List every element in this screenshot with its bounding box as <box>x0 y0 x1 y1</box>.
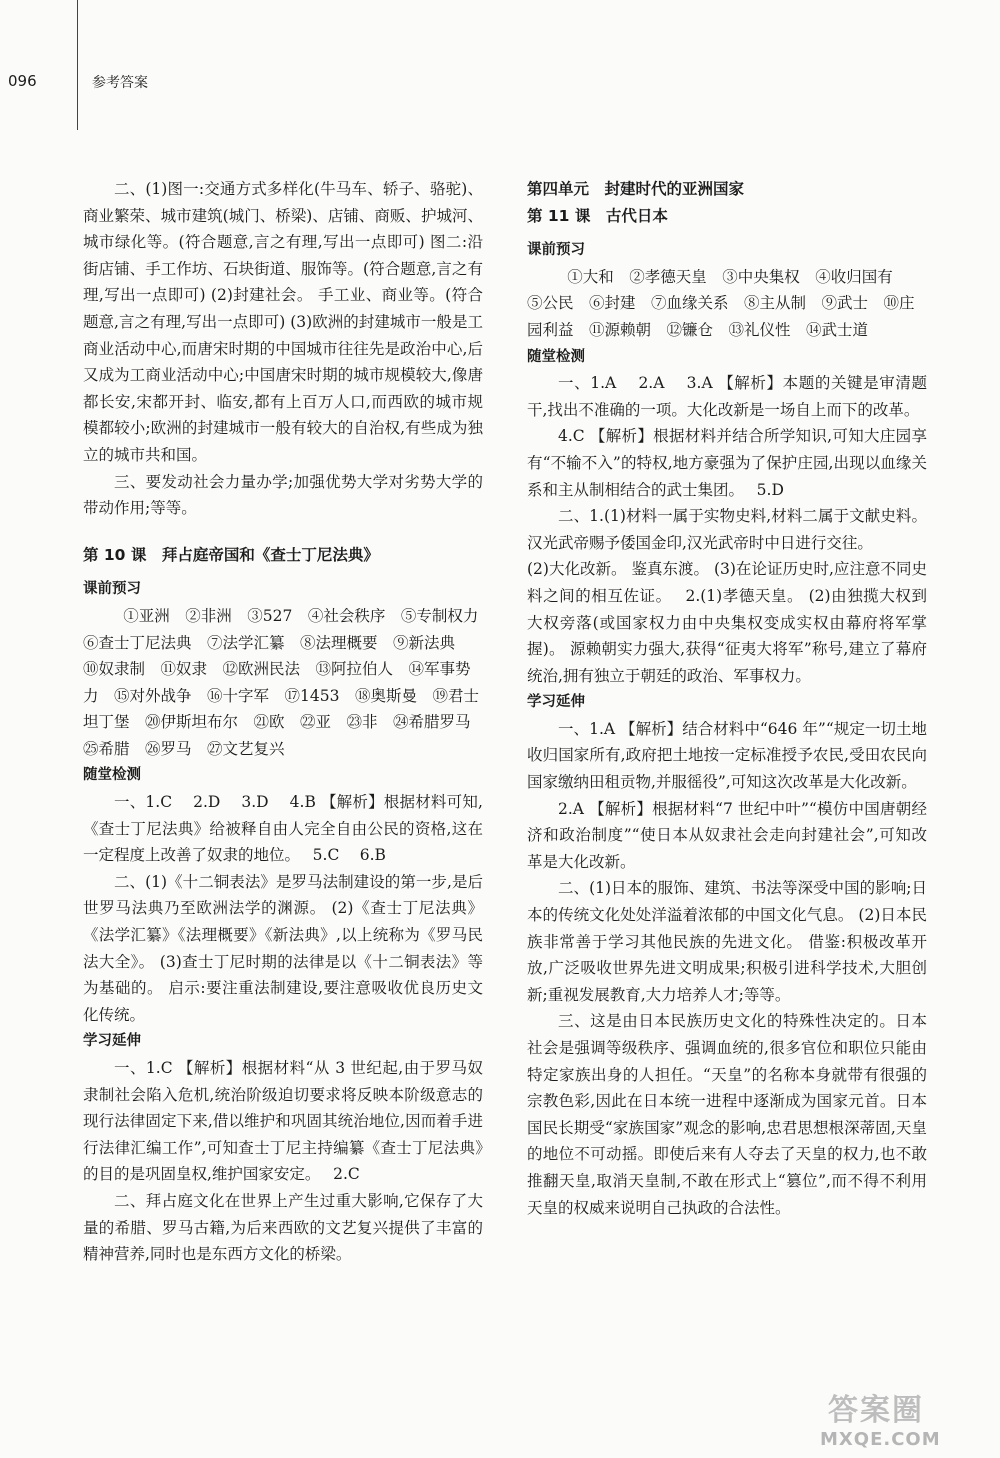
answer-paragraph: (2)大化改新。 鉴真东渡。 (3)在论证历史时,应注意不同史料之间的相互佐证。 2.(1)孝德天皇。 (2)由独揽大权到大权旁落(或国家权力由中央集权变成实权由幕府将军掌握)。 源赖朝实力强大,获得“征夷大将军”称号,建立了幕府统治,拥有独立于朝廷的政治、军事权力。 <box>527 560 927 685</box>
answer-paragraph: 一、1.A 【解析】结合材料中“646 年”“规定一切土地收归国家所有,政府把土地按一定标准授予农民,受田农民向国家缴纳田租贡物,并服徭役”,可知这次改革是大化改新。 <box>527 719 927 792</box>
header-title: 参考答案 <box>92 75 148 91</box>
section-heading-preview: 课前预习 <box>83 581 141 598</box>
lesson-title: 第 10 课 拜占庭帝国和《查士丁尼法典》 <box>83 545 379 564</box>
answer-paragraph: 一、1.A 2.A 3.A 【解析】本题的关键是审清题干,找出不准确的一项。大化改新是一场自上而下的改革。 <box>527 374 927 419</box>
answer-paragraph: 三、这是由日本民族历史文化的特殊性决定的。日本社会是强调等级秩序、强调血统的,很多官位和职位只能由特定家族出身的人担任。“天皇”的名称本身就带有很强的宗教色彩,因此在日本统一进程中逐渐成为国家元首。日本国民长期受“家族国家”观念的影响,忠君思想根深蒂固,天皇的地位不可动摇。即使后来有人夺去了天皇的权力,也不敢推翻天皇,取消天皇制,不敢在形式上“篡位”,而不得不利用天皇的权威来说明自己执政的合法性。 <box>527 1012 927 1217</box>
answer-paragraph: 三、要发动社会力量办学;加强优势大学对劣势大学的带动作用;等等。 <box>83 472 483 518</box>
preview-line: ㉕希腊 ㉖罗马 ㉗文艺复兴 <box>83 739 285 758</box>
preview-line: 力 ⑮对外战争 ⑯十字军 ⑰1453 ⑱奥斯曼 ⑲君士 <box>83 686 479 705</box>
header-divider <box>77 0 78 130</box>
watermark-url: MXQE.COM <box>820 1429 941 1450</box>
answer-paragraph: 2.A 【解析】根据材料“7 世纪中叶”“模仿中国唐朝经济和政治制度”“使日本从奴隶社会走向封建社会”,可知改革是大化改新。 <box>527 799 927 871</box>
preview-line: ⑤公民 ⑥封建 ⑦血缘关系 ⑧主从制 ⑨武士 ⑩庄 <box>527 294 915 313</box>
lesson-title: 第 11 课 古代日本 <box>527 206 668 225</box>
answer-paragraph: 二、(1)图一:交通方式多样化(牛马车、轿子、骆驼)、商业繁荣、城市建筑(城门、桥梁)、店铺、商贩、护城河、城市绿化等。(符合题意,言之有理,写出一点即可) 图二:沿街店铺、手工作坊、石块街道、服饰等。(符合题意,言之有理,写出一点即可) (2)封建社会。 手工业、商业等。(符合题意,言之有理,写出一点即可) (3)欧洲的封建城市一般是工商业活动中心,而唐宋时期的中国城市往往先是政治中心,后又成为工商业活动中心;中国唐宋时期的城市规模较大,像唐都长安,宋都开封、临安,都有上百万人口,而西欧的城市规模都较小;欧洲的封建城市一般有较大的自治权,有些成为独立的城市共和国。 <box>83 180 483 464</box>
preview-line: 坦丁堡 ⑳伊斯坦布尔 ㉑欧 ㉒亚 ㉓非 ㉔希腊罗马 <box>83 713 471 732</box>
answer-paragraph: 一、1.C 【解析】根据材料“从 3 世纪起,由于罗马奴隶制社会陷入危机,统治阶级迫切要求将反映本阶级意志的现行法律固定下来,借以维护和巩固其统治地位,因而着手进行法律汇编工作”,可知查士丁尼主持编纂《查士丁尼法典》的目的是巩固皇权,维护国家安定。 2.C <box>83 1059 483 1184</box>
answer-paragraph: 4.C 【解析】根据材料并结合所学知识,可知大庄园享有“不输不入”的特权,地方豪强为了保护庄园,出现以血缘关系和主从制相结合的武士集团。 5.D <box>527 427 927 499</box>
section-heading-preview: 课前预习 <box>527 242 585 259</box>
preview-line: ⑥查士丁尼法典 ⑦法学汇纂 ⑧法理概要 ⑨新法典 <box>83 633 456 652</box>
preview-line: ⑩奴隶制 ⑪奴隶 ⑫欧洲民法 ⑬阿拉伯人 ⑭军事势 <box>83 660 471 679</box>
left-column <box>83 176 483 1268</box>
watermark <box>820 1385 995 1455</box>
section-heading-check: 随堂检测 <box>83 767 141 784</box>
answer-paragraph: 二、拜占庭文化在世界上产生过重大影响,它保存了大量的希腊、罗马古籍,为后来西欧的文艺复兴提供了丰富的精神营养,同时也是东西方文化的桥梁。 <box>83 1191 483 1264</box>
page-number: 096 <box>8 72 37 90</box>
preview-line: 园利益 ⑪源赖朝 ⑫镰仓 ⑬礼仪性 ⑭武士道 <box>527 320 869 339</box>
answer-paragraph: 二、(1)《十二铜表法》是罗马法制建设的第一步,是后世罗马法典乃至欧洲法学的渊源。 (2)《查士丁尼法典》《法学汇纂》《法理概要》《新法典》,以上统称为《罗马民法大全》。 (3)查士丁尼时期的法律是以《十二铜表法》等为基础的。 启示:要注重法制建设,要注意吸收优良历史文化传统。 <box>83 872 483 1024</box>
unit-title: 第四单元 封建时代的亚洲国家 <box>527 180 745 198</box>
watermark-logo: 答案圈 <box>828 1393 924 1428</box>
answer-paragraph: 二、(1)日本的服饰、建筑、书法等深受中国的影响;日本的传统文化处处洋溢着浓郁的中国文化气息。 (2)日本民族非常善于学习其他民族的先进文化。 借鉴:积极改革开放,广泛吸收世界先进文明成果;积极引进科学技术,大胆创新;重视发展教育,大力培养人才;等等。 <box>527 879 927 1004</box>
section-heading-check: 随堂检测 <box>527 348 585 365</box>
preview-line: ①大和 ②孝德天皇 ③中央集权 ④收归国有 <box>567 267 893 286</box>
preview-line: ①亚洲 ②非洲 ③527 ④社会秩序 ⑤专制权力 <box>123 606 479 625</box>
answer-paragraph: 二、1.(1)材料一属于实物史料,材料二属于文献史料。汉光武帝赐予倭国金印,汉光武帝时中日进行交往。 <box>527 507 927 552</box>
section-heading-extend: 学习延伸 <box>527 694 585 711</box>
right-column <box>527 176 927 1221</box>
section-heading-extend: 学习延伸 <box>83 1033 141 1050</box>
answer-paragraph: 一、1.C 2.D 3.D 4.B 【解析】根据材料可知,《查士丁尼法典》给被释自由人完全自由公民的资格,这在一定程度上改善了奴隶的地位。 5.C 6.B <box>83 793 483 865</box>
